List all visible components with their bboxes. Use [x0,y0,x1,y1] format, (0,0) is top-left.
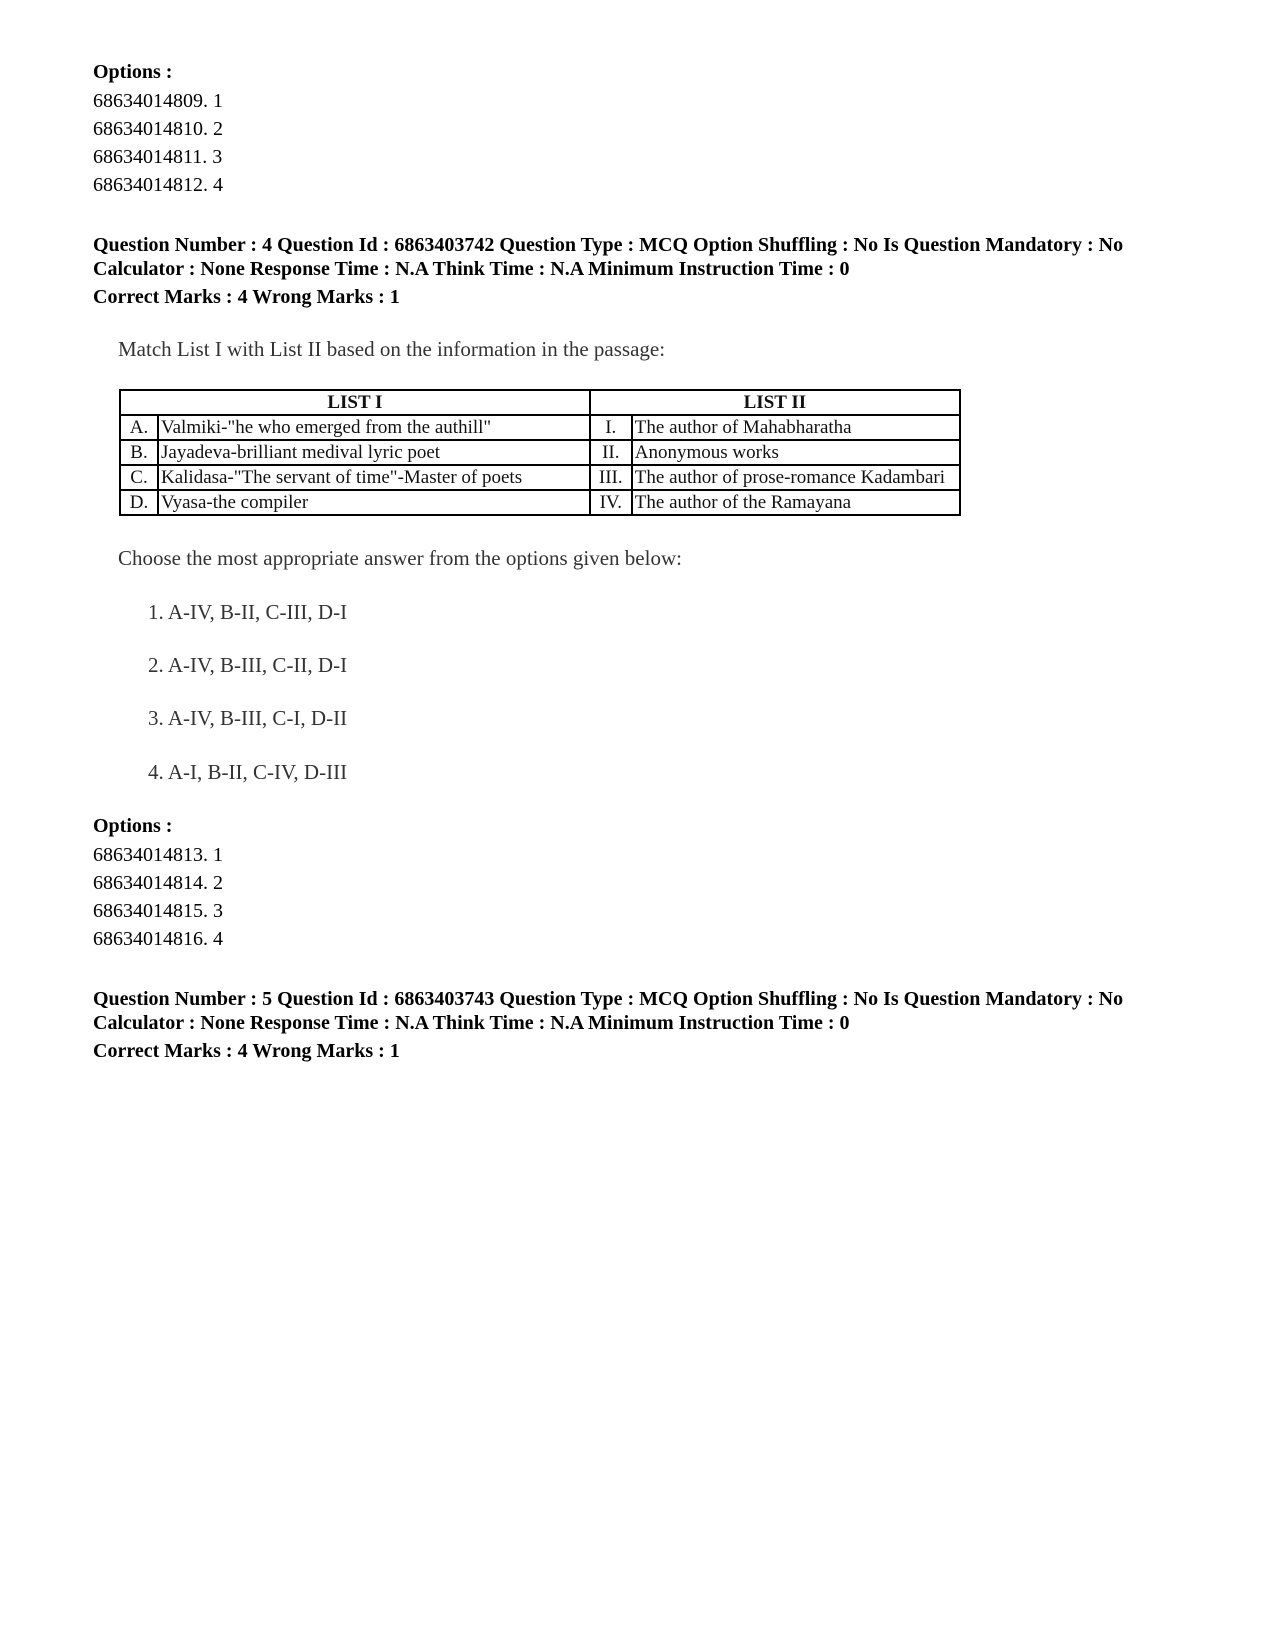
option-item: 68634014812. 4 [93,174,223,196]
question-prompt: Match List I with List II based on the information in the passage: [118,337,666,361]
row-letter: C. [120,465,158,490]
row-letter: B. [120,440,158,465]
marks-line: Correct Marks : 4 Wrong Marks : 1 [93,1040,400,1062]
list1-header: LIST I [120,390,590,415]
list2-header: LIST II [590,390,960,415]
table-header-row [120,390,960,415]
table-row [120,440,960,465]
options-heading: Options : [93,815,173,837]
question-meta-line: Calculator : None Response Time : N.A Think Time : N.A Minimum Instruction Time : 0 [93,258,850,280]
question-meta-line: Calculator : None Response Time : N.A Think Time : N.A Minimum Instruction Time : 0 [93,1012,850,1034]
list1-item: Valmiki-"he who emerged from the authill" [158,415,590,440]
list2-item: The author of Mahabharatha [632,415,960,440]
answer-choice: 2. A-IV, B-III, C-II, D-I [148,653,348,677]
question-meta-line: Question Number : 5 Question Id : 6863403743 Question Type : MCQ Option Shuffling : No Is Question Mandatory : No [93,988,1124,1010]
row-roman: II. [590,440,632,465]
list1-item: Jayadeva-brilliant medival lyric poet [158,440,590,465]
list2-item: The author of prose-romance Kadambari [632,465,960,490]
table-row [120,490,960,515]
row-letter: D. [120,490,158,515]
question-meta-line: Question Number : 4 Question Id : 6863403742 Question Type : MCQ Option Shuffling : No Is Question Mandatory : No [93,234,1124,256]
options-heading: Options : [93,61,173,83]
list1-item: Vyasa-the compiler [158,490,590,515]
list2-item: The author of the Ramayana [632,490,960,515]
row-roman: III. [590,465,632,490]
option-item: 68634014809. 1 [93,90,223,112]
answer-choice: 4. A-I, B-II, C-IV, D-III [148,760,348,784]
marks-line: Correct Marks : 4 Wrong Marks : 1 [93,286,400,308]
option-item: 68634014814. 2 [93,872,223,894]
table-row [120,415,960,440]
answer-choice: 3. A-IV, B-III, C-I, D-II [148,706,348,730]
option-item: 68634014815. 3 [93,900,223,922]
table-row [120,465,960,490]
row-roman: IV. [590,490,632,515]
row-letter: A. [120,415,158,440]
question-instruction: Choose the most appropriate answer from the options given below: [118,546,682,570]
option-item: 68634014811. 3 [93,146,223,168]
row-roman: I. [590,415,632,440]
answer-choice: 1. A-IV, B-II, C-III, D-I [148,600,348,624]
option-item: 68634014816. 4 [93,928,223,950]
match-table [119,389,961,516]
option-item: 68634014810. 2 [93,118,223,140]
list2-item: Anonymous works [632,440,960,465]
option-item: 68634014813. 1 [93,844,223,866]
list1-item: Kalidasa-"The servant of time"-Master of poets [158,465,590,490]
